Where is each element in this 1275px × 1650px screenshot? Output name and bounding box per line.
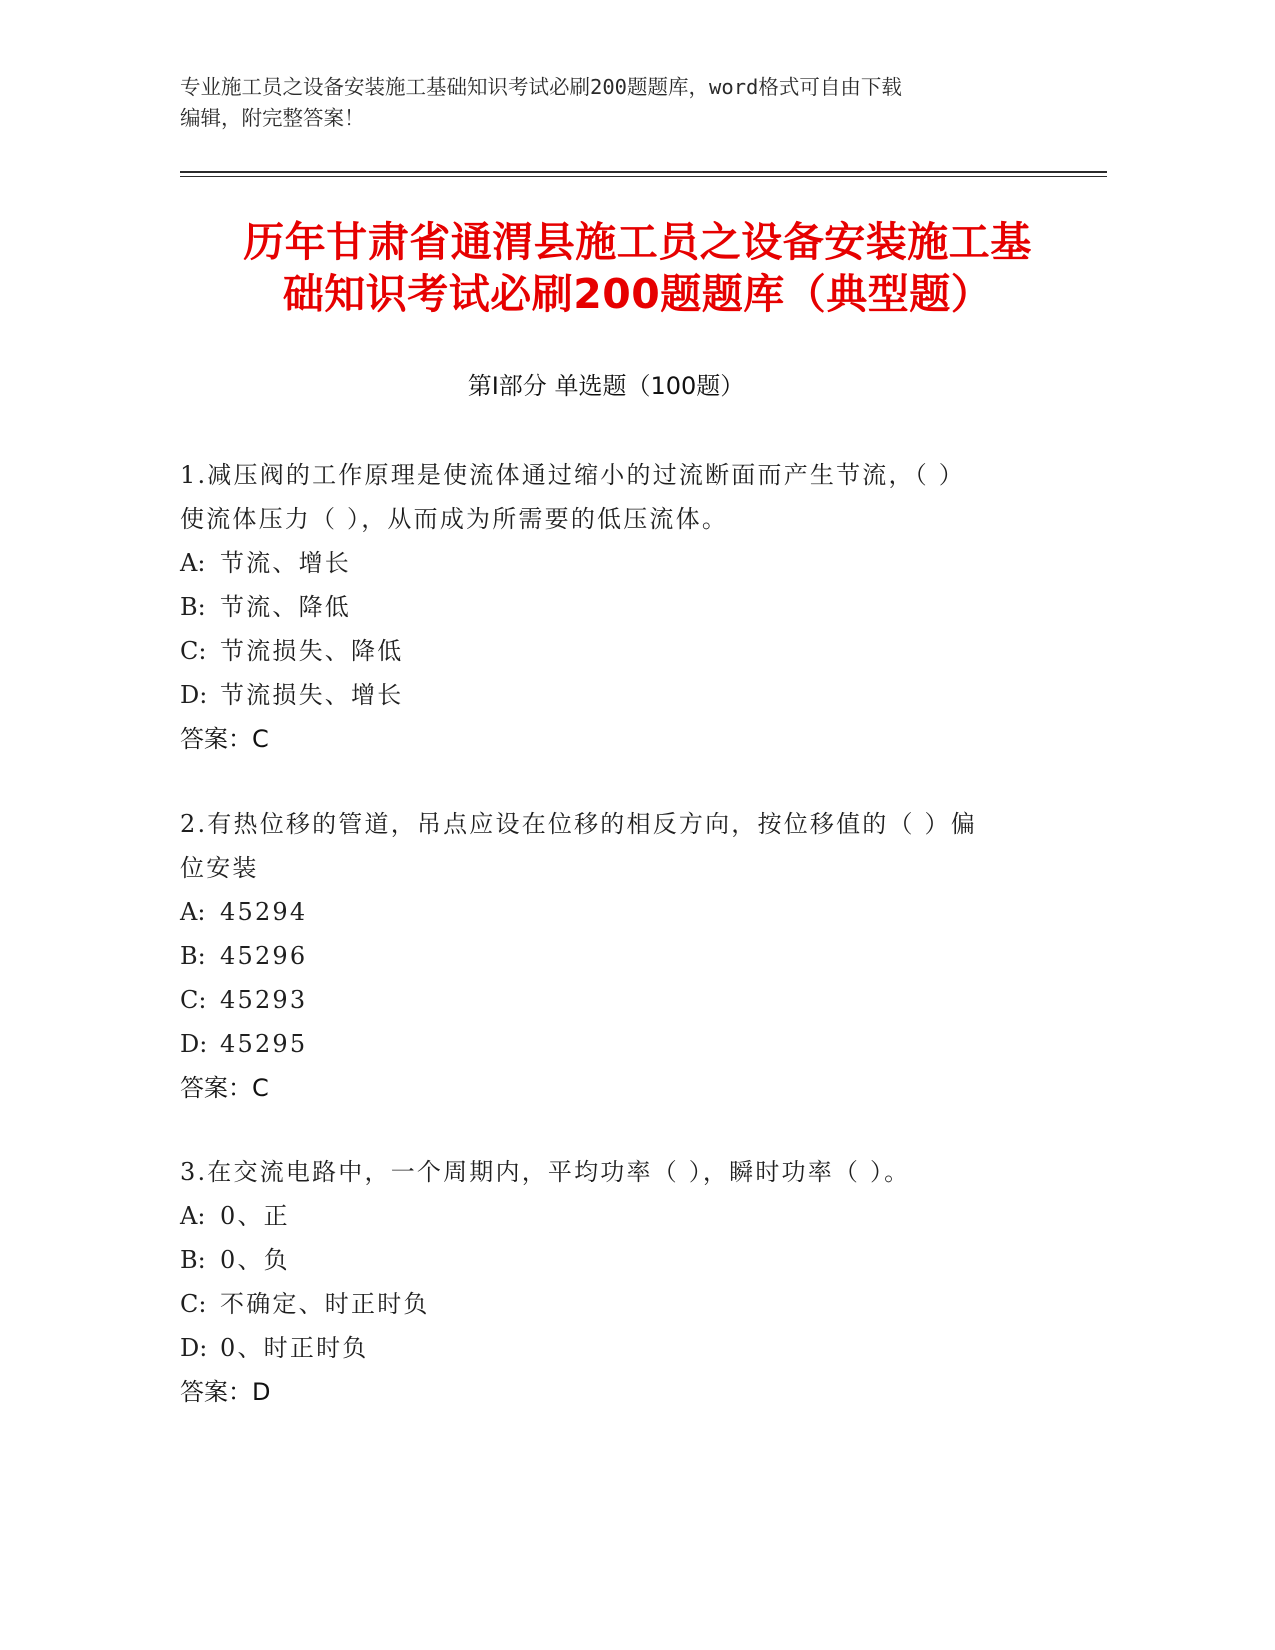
option-letter: D: [180,1030,208,1058]
question-1-text-line-2: 使流体压力（ ），从而成为所需要的低压流体。 [180,505,729,533]
question-3-answer: 答案：D [180,1378,271,1406]
option-text: 0、时正时负 [220,1334,369,1362]
option-text: 45293 [220,986,308,1014]
question-3 [180,1150,1040,1414]
option-letter: C: [180,637,207,665]
section-heading: 第Ⅰ部分 单选题（100题） [467,372,745,400]
question-3-option-c [180,1282,1040,1326]
option-letter: B: [180,942,206,970]
question-1-option-d [180,673,1040,717]
option-text: 节流、增长 [220,549,351,577]
option-text: 不确定、时正时负 [220,1290,430,1318]
question-1-option-c [180,629,1040,673]
question-2-option-d [180,1022,1040,1066]
question-3-option-d [180,1326,1040,1370]
option-letter: B: [180,593,206,621]
header-divider-thin [180,176,1107,177]
document-title-line-2: 础知识考试必刷200题题库（典型题） [282,270,993,318]
question-1-option-a [180,541,1040,585]
option-text: 45294 [220,898,308,926]
question-2-option-c [180,978,1040,1022]
option-text: 45296 [220,942,308,970]
option-text: 节流、降低 [220,593,351,621]
document-title [150,216,1125,320]
question-1-option-b [180,585,1040,629]
question-2-option-b [180,934,1040,978]
option-letter: C: [180,1290,207,1318]
option-letter: D: [180,681,208,709]
question-3-text-line-1: 3.在交流电路中，一个周期内，平均功率（ ），瞬时功率（ ）。 [180,1158,911,1186]
document-title-line-1: 历年甘肃省通渭县施工员之设备安装施工基 [243,218,1032,266]
option-text: 节流损失、增长 [220,681,404,709]
question-1-text-line-1: 1.减压阀的工作原理是使流体通过缩小的过流断面而产生节流，（ ） [180,461,965,489]
option-text: 节流损失、降低 [220,637,404,665]
question-1 [180,453,1040,761]
option-text: 45295 [220,1030,308,1058]
question-3-option-a [180,1194,1040,1238]
header-note-line-2: 编辑，附完整答案！ [180,106,365,130]
option-letter: A: [180,1202,206,1230]
question-1-answer: 答案：C [180,725,269,753]
header-note [180,72,1110,134]
header-note-line-1: 专业施工员之设备安装施工基础知识考试必刷200题题库，word格式可自由下载 [180,75,902,99]
option-letter: B: [180,1246,206,1274]
question-2 [180,802,1040,1110]
header-divider-thick [180,171,1107,173]
option-text: 0、负 [220,1246,290,1274]
question-2-text-line-1: 2.有热位移的管道，吊点应设在位移的相反方向，按位移值的（ ）偏 [180,810,977,838]
question-3-option-b [180,1238,1040,1282]
option-text: 0、正 [220,1202,290,1230]
question-2-text-line-2: 位安装 [180,854,259,882]
option-letter: A: [180,549,206,577]
option-letter: D: [180,1334,208,1362]
question-2-answer: 答案：C [180,1074,269,1102]
question-2-option-a [180,890,1040,934]
option-letter: C: [180,986,207,1014]
option-letter: A: [180,898,206,926]
